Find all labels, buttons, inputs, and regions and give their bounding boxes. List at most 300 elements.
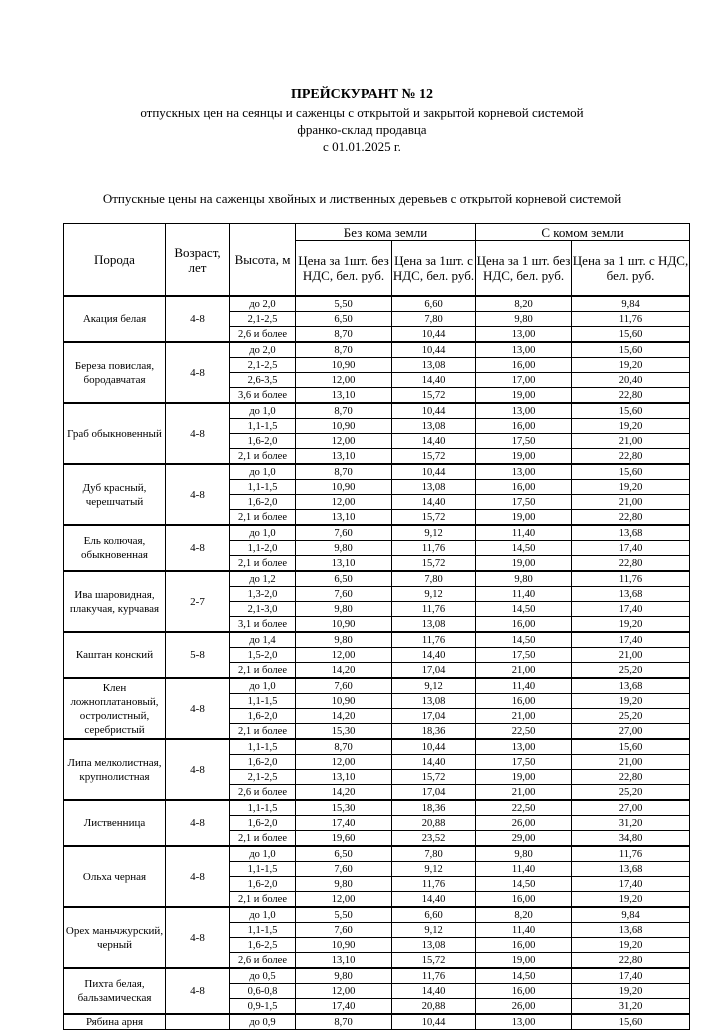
price-no-soil-incl-vat: 17,04: [392, 709, 476, 724]
price-with-soil-incl-vat: 17,40: [572, 602, 690, 617]
breed-age: 2-7: [166, 571, 230, 632]
price-with-soil-incl-vat: 19,20: [572, 358, 690, 373]
breed-age: 4-8: [166, 342, 230, 403]
height-cell: 1,1-1,5: [230, 419, 296, 434]
price-no-soil-excl-vat: 9,80: [296, 541, 392, 556]
price-no-soil-incl-vat: 11,76: [392, 968, 476, 984]
price-with-soil-incl-vat: 25,20: [572, 709, 690, 724]
price-with-soil-excl-vat: 9,80: [476, 571, 572, 587]
price-with-soil-incl-vat: 13,68: [572, 923, 690, 938]
breed-age: 4-8: [166, 464, 230, 525]
price-no-soil-incl-vat: 17,04: [392, 785, 476, 801]
height-cell: до 2,0: [230, 342, 296, 358]
height-cell: 2,1 и более: [230, 663, 296, 679]
price-no-soil-excl-vat: 9,80: [296, 602, 392, 617]
price-with-soil-excl-vat: 16,00: [476, 419, 572, 434]
breed-name: Клен ложноплатановый, остролистный, серебристый: [64, 678, 166, 739]
price-with-soil-excl-vat: 22,50: [476, 800, 572, 816]
table-row: [64, 296, 690, 312]
price-with-soil-excl-vat: 13,00: [476, 739, 572, 755]
price-list-effective-date: с 01.01.2025 г.: [323, 139, 401, 154]
height-cell: 2,1 и более: [230, 724, 296, 740]
breed-name: Пихта белая, бальзамическая: [64, 968, 166, 1014]
price-with-soil-incl-vat: 13,68: [572, 678, 690, 694]
price-no-soil-incl-vat: 13,08: [392, 480, 476, 495]
price-with-soil-incl-vat: 13,68: [572, 525, 690, 541]
price-no-soil-incl-vat: 15,72: [392, 953, 476, 969]
price-with-soil-incl-vat: 31,20: [572, 816, 690, 831]
price-with-soil-incl-vat: 21,00: [572, 434, 690, 449]
price-with-soil-incl-vat: 15,60: [572, 342, 690, 358]
price-with-soil-incl-vat: 9,84: [572, 907, 690, 923]
price-with-soil-excl-vat: 16,00: [476, 984, 572, 999]
header-breed: Порода: [64, 224, 166, 297]
price-with-soil-incl-vat: 25,20: [572, 663, 690, 679]
price-no-soil-incl-vat: 9,12: [392, 587, 476, 602]
price-with-soil-incl-vat: 22,80: [572, 388, 690, 404]
price-no-soil-excl-vat: 13,10: [296, 556, 392, 572]
price-with-soil-excl-vat: 21,00: [476, 785, 572, 801]
height-cell: 2,1-3,0: [230, 602, 296, 617]
price-no-soil-excl-vat: 13,10: [296, 510, 392, 526]
price-with-soil-excl-vat: 17,50: [476, 648, 572, 663]
price-with-soil-excl-vat: 17,50: [476, 755, 572, 770]
price-no-soil-excl-vat: 7,60: [296, 923, 392, 938]
height-cell: 1,1-1,5: [230, 800, 296, 816]
table-row: [64, 800, 690, 816]
price-no-soil-incl-vat: 10,44: [392, 403, 476, 419]
price-with-soil-incl-vat: 22,80: [572, 953, 690, 969]
price-table: [63, 223, 690, 1030]
price-no-soil-incl-vat: 23,52: [392, 831, 476, 847]
price-with-soil-incl-vat: 19,20: [572, 938, 690, 953]
price-no-soil-excl-vat: 14,20: [296, 709, 392, 724]
breed-age: 4-8: [166, 968, 230, 1014]
height-cell: 1,5-2,0: [230, 648, 296, 663]
price-no-soil-excl-vat: 10,90: [296, 938, 392, 953]
price-with-soil-excl-vat: 11,40: [476, 587, 572, 602]
price-with-soil-excl-vat: 17,50: [476, 434, 572, 449]
price-no-soil-incl-vat: 14,40: [392, 495, 476, 510]
price-no-soil-excl-vat: 9,80: [296, 877, 392, 892]
price-with-soil-incl-vat: 20,40: [572, 373, 690, 388]
price-no-soil-incl-vat: 14,40: [392, 434, 476, 449]
price-no-soil-incl-vat: 13,08: [392, 938, 476, 953]
price-with-soil-incl-vat: 27,00: [572, 800, 690, 816]
height-cell: до 1,0: [230, 464, 296, 480]
height-cell: 1,1-2,0: [230, 541, 296, 556]
price-with-soil-incl-vat: 25,20: [572, 785, 690, 801]
price-with-soil-excl-vat: 9,80: [476, 312, 572, 327]
price-with-soil-excl-vat: 26,00: [476, 999, 572, 1015]
price-with-soil-incl-vat: 9,84: [572, 296, 690, 312]
price-no-soil-excl-vat: 7,60: [296, 525, 392, 541]
height-cell: 1,6-2,0: [230, 755, 296, 770]
price-with-soil-excl-vat: 19,00: [476, 770, 572, 785]
price-with-soil-excl-vat: 16,00: [476, 694, 572, 709]
price-with-soil-incl-vat: 19,20: [572, 694, 690, 709]
height-cell: 2,1 и более: [230, 449, 296, 465]
price-no-soil-excl-vat: 15,30: [296, 724, 392, 740]
price-with-soil-excl-vat: 8,20: [476, 296, 572, 312]
height-cell: 1,1-1,5: [230, 923, 296, 938]
price-with-soil-incl-vat: 15,60: [572, 403, 690, 419]
price-no-soil-excl-vat: 12,00: [296, 373, 392, 388]
price-no-soil-excl-vat: 8,70: [296, 342, 392, 358]
price-no-soil-incl-vat: 10,44: [392, 464, 476, 480]
price-with-soil-excl-vat: 13,00: [476, 327, 572, 343]
breed-name: Акация белая: [64, 296, 166, 342]
price-with-soil-excl-vat: 13,00: [476, 342, 572, 358]
price-no-soil-incl-vat: 17,04: [392, 663, 476, 679]
price-with-soil-incl-vat: 15,60: [572, 739, 690, 755]
price-list-delivery-terms: франко-склад продавца: [297, 122, 427, 137]
price-no-soil-excl-vat: 8,70: [296, 739, 392, 755]
height-cell: до 1,0: [230, 907, 296, 923]
price-with-soil-incl-vat: 21,00: [572, 495, 690, 510]
height-cell: 1,6-2,5: [230, 938, 296, 953]
price-no-soil-excl-vat: 10,90: [296, 480, 392, 495]
height-cell: 2,6 и более: [230, 785, 296, 801]
price-no-soil-excl-vat: 13,10: [296, 953, 392, 969]
price-no-soil-excl-vat: 8,70: [296, 403, 392, 419]
price-no-soil-excl-vat: 13,10: [296, 770, 392, 785]
price-no-soil-excl-vat: 10,90: [296, 419, 392, 434]
price-no-soil-incl-vat: 13,08: [392, 419, 476, 434]
height-cell: 2,6-3,5: [230, 373, 296, 388]
price-with-soil-excl-vat: 14,50: [476, 968, 572, 984]
price-no-soil-excl-vat: 13,10: [296, 449, 392, 465]
price-no-soil-excl-vat: 12,00: [296, 755, 392, 770]
price-no-soil-incl-vat: 20,88: [392, 999, 476, 1015]
height-cell: 2,1 и более: [230, 510, 296, 526]
price-with-soil-incl-vat: 22,80: [572, 449, 690, 465]
price-with-soil-excl-vat: 19,00: [476, 953, 572, 969]
table-row: [64, 571, 690, 587]
price-no-soil-incl-vat: 10,44: [392, 739, 476, 755]
price-no-soil-excl-vat: 7,60: [296, 862, 392, 877]
price-with-soil-excl-vat: 29,00: [476, 831, 572, 847]
price-no-soil-incl-vat: 10,44: [392, 1014, 476, 1030]
breed-name: Ольха черная: [64, 846, 166, 907]
height-cell: 2,1-2,5: [230, 358, 296, 373]
breed-age: 4-8: [166, 525, 230, 571]
price-with-soil-excl-vat: 14,50: [476, 632, 572, 648]
height-cell: 1,6-2,0: [230, 877, 296, 892]
price-with-soil-excl-vat: 21,00: [476, 663, 572, 679]
price-with-soil-excl-vat: 11,40: [476, 862, 572, 877]
price-no-soil-excl-vat: 15,30: [296, 800, 392, 816]
price-no-soil-excl-vat: 6,50: [296, 846, 392, 862]
height-cell: 2,1-2,5: [230, 770, 296, 785]
price-with-soil-excl-vat: 8,20: [476, 907, 572, 923]
price-no-soil-excl-vat: 6,50: [296, 312, 392, 327]
table-row: [64, 525, 690, 541]
height-cell: до 1,0: [230, 525, 296, 541]
price-with-soil-excl-vat: 13,00: [476, 464, 572, 480]
price-no-soil-excl-vat: 14,20: [296, 663, 392, 679]
price-with-soil-excl-vat: 21,00: [476, 709, 572, 724]
breed-age: 4-8: [166, 846, 230, 907]
height-cell: 3,6 и более: [230, 388, 296, 404]
height-cell: 2,1 и более: [230, 556, 296, 572]
price-list-title: ПРЕЙСКУРАНТ № 12: [290, 87, 434, 102]
price-no-soil-excl-vat: 5,50: [296, 296, 392, 312]
breed-age: 4-8: [166, 907, 230, 968]
height-cell: 2,6 и более: [230, 327, 296, 343]
height-cell: 1,6-2,0: [230, 495, 296, 510]
price-no-soil-incl-vat: 11,76: [392, 541, 476, 556]
price-with-soil-excl-vat: 13,00: [476, 1014, 572, 1030]
price-with-soil-incl-vat: 17,40: [572, 541, 690, 556]
breed-name: Граб обыкновенный: [64, 403, 166, 464]
price-no-soil-incl-vat: 9,12: [392, 862, 476, 877]
price-no-soil-incl-vat: 6,60: [392, 296, 476, 312]
price-with-soil-incl-vat: 27,00: [572, 724, 690, 740]
price-with-soil-incl-vat: 31,20: [572, 999, 690, 1015]
price-with-soil-incl-vat: 13,68: [572, 587, 690, 602]
breed-name: Ель колючая, обыкновенная: [64, 525, 166, 571]
height-cell: 1,1-1,5: [230, 480, 296, 495]
price-no-soil-excl-vat: 7,60: [296, 678, 392, 694]
height-cell: 0,6-0,8: [230, 984, 296, 999]
price-no-soil-excl-vat: 12,00: [296, 984, 392, 999]
breed-name: Каштан конский: [64, 632, 166, 678]
table-row: [64, 632, 690, 648]
height-cell: 2,6 и более: [230, 953, 296, 969]
height-cell: до 1,0: [230, 403, 296, 419]
price-no-soil-incl-vat: 15,72: [392, 556, 476, 572]
table-row: [64, 1014, 690, 1030]
price-no-soil-excl-vat: 10,90: [296, 617, 392, 633]
price-with-soil-excl-vat: 22,50: [476, 724, 572, 740]
price-no-soil-incl-vat: 14,40: [392, 373, 476, 388]
price-no-soil-incl-vat: 13,08: [392, 617, 476, 633]
height-cell: 2,1-2,5: [230, 312, 296, 327]
height-cell: 1,6-2,0: [230, 434, 296, 449]
price-no-soil-incl-vat: 9,12: [392, 678, 476, 694]
height-cell: 1,1-1,5: [230, 739, 296, 755]
price-with-soil-excl-vat: 19,00: [476, 556, 572, 572]
breed-name: Рябина арня: [64, 1014, 166, 1030]
breed-name: Липа мелколистная, крупнолистная: [64, 739, 166, 800]
price-with-soil-excl-vat: 26,00: [476, 816, 572, 831]
table-row: [64, 846, 690, 862]
price-no-soil-excl-vat: 12,00: [296, 495, 392, 510]
height-cell: 1,1-1,5: [230, 862, 296, 877]
price-no-soil-incl-vat: 13,08: [392, 358, 476, 373]
price-with-soil-incl-vat: 17,40: [572, 632, 690, 648]
table-row: [64, 739, 690, 755]
price-no-soil-incl-vat: 11,76: [392, 602, 476, 617]
price-with-soil-excl-vat: 14,50: [476, 877, 572, 892]
price-no-soil-excl-vat: 7,60: [296, 587, 392, 602]
table-row: [64, 464, 690, 480]
price-with-soil-incl-vat: 15,60: [572, 464, 690, 480]
header-price-no-soil-incl-vat: Цена за 1шт. с НДС, бел. руб.: [392, 241, 476, 297]
price-no-soil-excl-vat: 10,90: [296, 358, 392, 373]
height-cell: до 1,0: [230, 678, 296, 694]
price-with-soil-incl-vat: 15,60: [572, 327, 690, 343]
height-cell: 3,1 и более: [230, 617, 296, 633]
breed-age: 4-8: [166, 678, 230, 739]
price-no-soil-incl-vat: 9,12: [392, 525, 476, 541]
price-with-soil-incl-vat: 15,60: [572, 1014, 690, 1030]
height-cell: до 1,2: [230, 571, 296, 587]
height-cell: до 0,5: [230, 968, 296, 984]
price-with-soil-incl-vat: 19,20: [572, 617, 690, 633]
height-cell: 1,1-1,5: [230, 694, 296, 709]
price-no-soil-excl-vat: 14,20: [296, 785, 392, 801]
table-row: [64, 678, 690, 694]
price-no-soil-incl-vat: 11,76: [392, 877, 476, 892]
price-no-soil-excl-vat: 12,00: [296, 434, 392, 449]
height-cell: до 1,4: [230, 632, 296, 648]
price-no-soil-excl-vat: 8,70: [296, 327, 392, 343]
price-no-soil-excl-vat: 8,70: [296, 1014, 392, 1030]
breed-age: [166, 1014, 230, 1030]
price-with-soil-excl-vat: 13,00: [476, 403, 572, 419]
breed-age: 4-8: [166, 800, 230, 846]
price-with-soil-incl-vat: 19,20: [572, 419, 690, 434]
height-cell: 2,1 и более: [230, 892, 296, 908]
price-no-soil-incl-vat: 18,36: [392, 800, 476, 816]
table-row: [64, 907, 690, 923]
price-no-soil-incl-vat: 20,88: [392, 816, 476, 831]
price-with-soil-incl-vat: 19,20: [572, 984, 690, 999]
price-with-soil-incl-vat: 22,80: [572, 770, 690, 785]
price-list-subtitle: отпускных цен на сеянцы и саженцы с открытой и закрытой корневой системой: [140, 105, 584, 120]
table-row: [64, 342, 690, 358]
price-no-soil-excl-vat: 12,00: [296, 892, 392, 908]
price-no-soil-excl-vat: 10,90: [296, 694, 392, 709]
price-with-soil-excl-vat: 16,00: [476, 938, 572, 953]
height-cell: 1,6-2,0: [230, 709, 296, 724]
height-cell: 0,9-1,5: [230, 999, 296, 1015]
price-with-soil-excl-vat: 16,00: [476, 617, 572, 633]
price-with-soil-excl-vat: 11,40: [476, 678, 572, 694]
price-with-soil-excl-vat: 19,00: [476, 449, 572, 465]
breed-name: Орех маньчжурский, черный: [64, 907, 166, 968]
price-no-soil-incl-vat: 14,40: [392, 892, 476, 908]
price-no-soil-excl-vat: 8,70: [296, 464, 392, 480]
price-no-soil-excl-vat: 12,00: [296, 648, 392, 663]
price-no-soil-incl-vat: 7,80: [392, 312, 476, 327]
breed-age: 5-8: [166, 632, 230, 678]
price-no-soil-excl-vat: 13,10: [296, 388, 392, 404]
document-header: [0, 86, 724, 155]
header-group-no-soil: Без кома земли: [296, 224, 476, 241]
price-no-soil-incl-vat: 15,72: [392, 510, 476, 526]
breed-name: Ива шаровидная, плакучая, курчавая: [64, 571, 166, 632]
price-no-soil-incl-vat: 14,40: [392, 755, 476, 770]
price-no-soil-incl-vat: 10,44: [392, 342, 476, 358]
price-no-soil-excl-vat: 19,60: [296, 831, 392, 847]
header-height: Высота, м: [230, 224, 296, 297]
price-no-soil-incl-vat: 7,80: [392, 571, 476, 587]
header-group-with-soil: С комом земли: [476, 224, 690, 241]
price-with-soil-excl-vat: 19,00: [476, 510, 572, 526]
price-with-soil-incl-vat: 34,80: [572, 831, 690, 847]
price-no-soil-incl-vat: 9,12: [392, 923, 476, 938]
price-with-soil-excl-vat: 11,40: [476, 923, 572, 938]
table-row: [64, 968, 690, 984]
price-no-soil-incl-vat: 11,76: [392, 632, 476, 648]
price-with-soil-incl-vat: 17,40: [572, 877, 690, 892]
price-with-soil-incl-vat: 21,00: [572, 755, 690, 770]
price-no-soil-excl-vat: 9,80: [296, 968, 392, 984]
price-with-soil-excl-vat: 14,50: [476, 602, 572, 617]
price-with-soil-excl-vat: 14,50: [476, 541, 572, 556]
height-cell: до 2,0: [230, 296, 296, 312]
price-no-soil-excl-vat: 5,50: [296, 907, 392, 923]
price-no-soil-incl-vat: 7,80: [392, 846, 476, 862]
price-no-soil-incl-vat: 15,72: [392, 388, 476, 404]
price-no-soil-excl-vat: 9,80: [296, 632, 392, 648]
price-with-soil-excl-vat: 17,00: [476, 373, 572, 388]
price-with-soil-excl-vat: 11,40: [476, 525, 572, 541]
price-with-soil-excl-vat: 16,00: [476, 480, 572, 495]
price-with-soil-incl-vat: 21,00: [572, 648, 690, 663]
price-with-soil-incl-vat: 11,76: [572, 571, 690, 587]
price-with-soil-incl-vat: 13,68: [572, 862, 690, 877]
header-price-with-soil-incl-vat: Цена за 1 шт. с НДС, бел. руб.: [572, 241, 690, 297]
price-with-soil-incl-vat: 22,80: [572, 510, 690, 526]
price-no-soil-excl-vat: 17,40: [296, 816, 392, 831]
price-no-soil-incl-vat: 6,60: [392, 907, 476, 923]
price-table-body: [64, 296, 690, 1030]
price-with-soil-excl-vat: 19,00: [476, 388, 572, 404]
price-with-soil-incl-vat: 19,20: [572, 892, 690, 908]
section-title: Отпускные цены на саженцы хвойных и лиственных деревьев с открытой корневой системой: [102, 191, 622, 206]
height-cell: до 0,9: [230, 1014, 296, 1030]
header-price-no-soil-excl-vat: Цена за 1шт. без НДС, бел. руб.: [296, 241, 392, 297]
price-no-soil-excl-vat: 17,40: [296, 999, 392, 1015]
price-with-soil-incl-vat: 22,80: [572, 556, 690, 572]
height-cell: 2,1 и более: [230, 831, 296, 847]
price-with-soil-excl-vat: 16,00: [476, 892, 572, 908]
breed-age: 4-8: [166, 403, 230, 464]
price-no-soil-incl-vat: 10,44: [392, 327, 476, 343]
header-age: Возраст, лет: [166, 224, 230, 297]
table-row: [64, 403, 690, 419]
price-no-soil-excl-vat: 6,50: [296, 571, 392, 587]
price-with-soil-incl-vat: 19,20: [572, 480, 690, 495]
breed-age: 4-8: [166, 739, 230, 800]
price-table-container: [63, 223, 689, 1028]
price-with-soil-excl-vat: 16,00: [476, 358, 572, 373]
price-no-soil-incl-vat: 18,36: [392, 724, 476, 740]
price-no-soil-incl-vat: 15,72: [392, 449, 476, 465]
price-no-soil-incl-vat: 14,40: [392, 984, 476, 999]
price-with-soil-excl-vat: 9,80: [476, 846, 572, 862]
height-cell: 1,3-2,0: [230, 587, 296, 602]
header-price-with-soil-excl-vat: Цена за 1 шт. без НДС, бел. руб.: [476, 241, 572, 297]
price-with-soil-incl-vat: 11,76: [572, 846, 690, 862]
height-cell: до 1,0: [230, 846, 296, 862]
height-cell: 1,6-2,0: [230, 816, 296, 831]
price-with-soil-incl-vat: 17,40: [572, 968, 690, 984]
price-with-soil-excl-vat: 17,50: [476, 495, 572, 510]
breed-name: Береза повислая, бородавчатая: [64, 342, 166, 403]
price-no-soil-incl-vat: 15,72: [392, 770, 476, 785]
price-with-soil-incl-vat: 11,76: [572, 312, 690, 327]
breed-age: 4-8: [166, 296, 230, 342]
breed-name: Дуб красный, черешчатый: [64, 464, 166, 525]
breed-name: Лиственница: [64, 800, 166, 846]
price-no-soil-incl-vat: 13,08: [392, 694, 476, 709]
price-no-soil-incl-vat: 14,40: [392, 648, 476, 663]
